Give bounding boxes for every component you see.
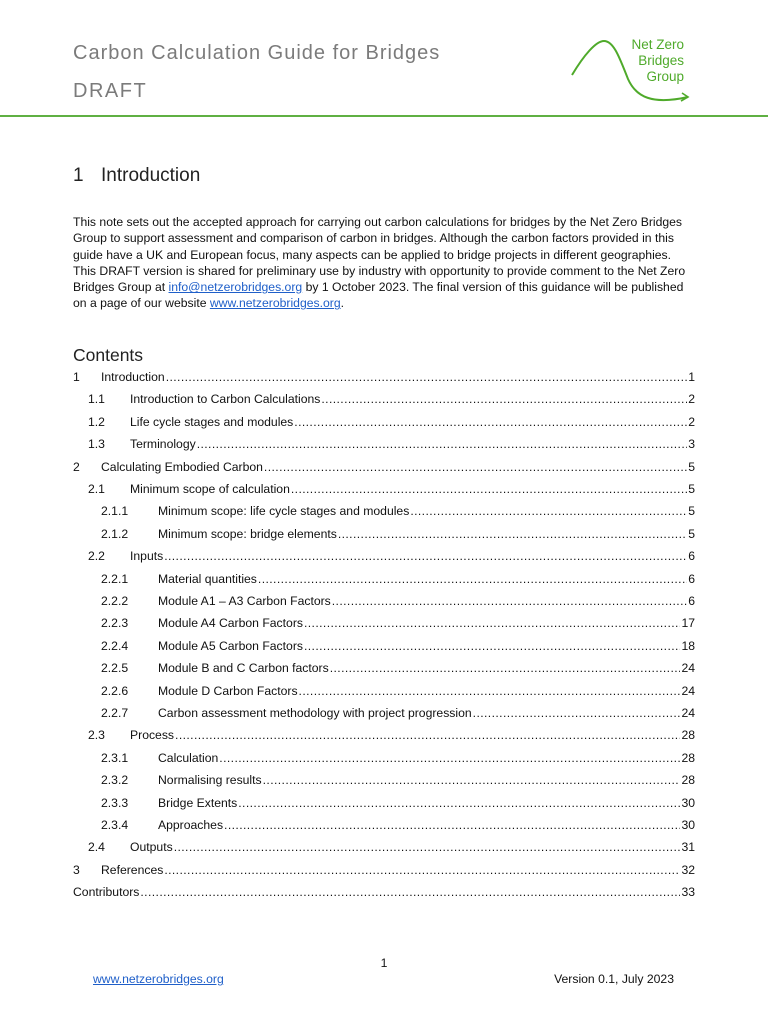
toc-entry-page: 2 [688, 414, 695, 429]
draft-label: DRAFT [73, 80, 148, 102]
toc-entry-page: 3 [688, 437, 695, 452]
toc-entry-page: 31 [681, 840, 695, 855]
net-zero-bridges-logo [570, 35, 690, 107]
toc-dot-leader [299, 684, 681, 699]
toc-entry-page: 28 [681, 750, 695, 765]
toc-dot-leader [164, 549, 687, 564]
toc-dot-leader [410, 504, 687, 519]
intro-paragraph-1: This note sets out the accepted approach for carrying out carbon calculations for bridges by the Net Zero Bridges Group to support assessment and comparison of carbon in bridges. Although the carbon factors provided in this guide have a UK and European focus, many aspects can be applied to bridge projects in different geographies. [73, 215, 683, 262]
toc-entry[interactable] [73, 368, 695, 385]
toc-dot-leader [330, 661, 681, 676]
toc-entry-number: 2.2.5 [101, 661, 129, 676]
toc-dot-leader [174, 840, 681, 855]
toc-entry-number: 2.3 [88, 728, 105, 743]
toc-dot-leader [321, 392, 687, 407]
toc-entry-title: Contributors [73, 885, 140, 900]
toc-entry-title: Inputs [130, 549, 164, 564]
toc-entry-page: 5 [688, 482, 695, 496]
toc-entry[interactable] [73, 749, 695, 766]
toc-entry-title: Calculating Embodied Carbon [101, 459, 263, 474]
logo-text-line1: Net Zero [631, 37, 684, 52]
toc-entry-page: 6 [688, 594, 695, 608]
toc-entry[interactable] [73, 704, 695, 721]
toc-entry-page: 24 [681, 706, 695, 720]
toc-entry-page: 30 [681, 818, 695, 832]
section-heading [73, 165, 200, 187]
section-number: 1 [73, 165, 84, 186]
toc-entry-number: 2.1.1 [101, 504, 129, 519]
toc-dot-leader [166, 370, 688, 385]
toc-entry[interactable] [73, 390, 695, 407]
toc-dot-leader [258, 572, 687, 587]
toc-entry-title: Life cycle stages and modules [130, 414, 294, 429]
toc-entry[interactable] [73, 458, 695, 475]
toc-entry-page: 18 [681, 638, 695, 653]
toc-entry-page: 2 [688, 392, 695, 407]
toc-entry[interactable] [73, 435, 695, 452]
toc-entry-title: Carbon assessment methodology with project progression [158, 706, 472, 720]
toc-entry-title: Minimum scope: bridge elements [158, 526, 337, 541]
toc-entry[interactable] [73, 816, 695, 833]
toc-entry-page: 5 [688, 504, 695, 519]
toc-entry-title: References [101, 862, 164, 877]
toc-entry-number: 2.3.1 [101, 750, 129, 765]
toc-dot-leader [291, 482, 687, 497]
document-title: Carbon Calculation Guide for Bridges [73, 42, 441, 64]
toc-entry-number: 2.2.2 [101, 594, 129, 608]
toc-dot-leader [238, 796, 680, 811]
toc-dot-leader [338, 527, 687, 542]
toc-entry[interactable] [73, 726, 695, 743]
toc-dot-leader [140, 885, 680, 900]
toc-entry-number: 1 [73, 370, 80, 384]
toc-entry-title: Bridge Extents [158, 795, 238, 810]
footer-website-link[interactable]: www.netzerobridges.org [93, 972, 224, 986]
email-link[interactable]: info@netzerobridges.org [168, 280, 303, 295]
toc-dot-leader [164, 863, 680, 878]
toc-entry-page: 6 [688, 571, 695, 586]
toc-entry-number: 2.3.2 [101, 773, 129, 788]
toc-entry[interactable] [73, 570, 695, 587]
toc-entry[interactable] [73, 682, 695, 699]
toc-entry-page: 28 [681, 773, 695, 788]
toc-entry[interactable] [73, 502, 695, 519]
intro-p2-mid: by 1 October 2023. The final version of this guidance will be published on a page of our website [73, 280, 684, 311]
toc-entry[interactable] [73, 637, 695, 654]
toc-entry-title: Approaches [158, 818, 224, 832]
toc-dot-leader [219, 751, 680, 766]
toc-entry[interactable] [73, 659, 695, 676]
toc-entry-title: Material quantities [158, 571, 257, 586]
toc-entry-title: Calculation [158, 750, 219, 765]
intro-p2-start: This DRAFT version is shared for preliminary use by industry with opportunity to provide comment to the Net Zero Bridges Group at [73, 263, 686, 295]
introduction-text [73, 214, 693, 312]
toc-dot-leader [473, 706, 681, 721]
toc-entry-title: Outputs [130, 840, 173, 855]
toc-entry[interactable] [73, 413, 695, 430]
toc-entry-page: 17 [681, 616, 695, 631]
toc-entry-title: Module B and C Carbon factors [158, 661, 329, 676]
toc-dot-leader [264, 460, 687, 475]
toc-entry-title: Introduction to Carbon Calculations [130, 392, 321, 407]
toc-dot-leader [304, 616, 680, 631]
toc-entry[interactable] [73, 838, 695, 855]
toc-entry[interactable] [73, 592, 695, 609]
toc-entry-title: Introduction [101, 370, 165, 384]
toc-entry-number: 2.2.3 [101, 616, 129, 631]
toc-entry-number: 2.3.4 [101, 818, 129, 832]
toc-entry-number: 2.2.6 [101, 683, 129, 698]
toc-entry-page: 1 [688, 370, 695, 384]
toc-entry-page: 28 [681, 728, 695, 743]
toc-dot-leader [304, 639, 680, 654]
toc-dot-leader [294, 415, 687, 430]
toc-entry-title: Minimum scope: life cycle stages and modules [158, 504, 410, 519]
toc-entry-title: Process [130, 728, 175, 743]
toc-entry-number: 1.2 [88, 414, 105, 429]
toc-dot-leader [197, 437, 688, 452]
toc-entry-number: 1.3 [88, 437, 105, 452]
toc-entry-title: Module D Carbon Factors [158, 683, 298, 698]
toc-entry-page: 5 [688, 526, 695, 541]
toc-entry[interactable] [73, 525, 695, 542]
toc-entry-title: Normalising results [158, 773, 262, 788]
page-number: 1 [380, 956, 388, 970]
toc-entry-page: 32 [681, 862, 695, 877]
contents-heading: Contents [73, 345, 144, 365]
logo-text-line3: Group [646, 69, 684, 84]
toc-entry-number: 2.1 [88, 482, 105, 496]
toc-entry-title: Terminology [130, 437, 196, 452]
footer-version: Version 0.1, July 2023 [554, 972, 674, 986]
toc-entry-number: 2.4 [88, 840, 105, 855]
toc-entry-page: 24 [681, 661, 695, 676]
toc-entry[interactable] [73, 771, 695, 788]
toc-entry-title: Module A1 – A3 Carbon Factors [158, 594, 331, 608]
toc-entry-number: 2.2.4 [101, 638, 129, 653]
toc-entry[interactable] [73, 480, 695, 497]
logo-text-line2: Bridges [638, 53, 684, 68]
header-divider [0, 115, 768, 117]
toc-entry-title: Module A4 Carbon Factors [158, 616, 303, 631]
toc-entry[interactable] [73, 547, 695, 564]
toc-entry-number: 2 [73, 459, 80, 474]
section-title: Introduction [101, 165, 201, 186]
intro-paragraph-2 [73, 263, 693, 312]
toc-dot-leader [263, 773, 681, 788]
toc-entry-title: Module A5 Carbon Factors [158, 638, 303, 653]
toc-entry-page: 33 [681, 885, 695, 900]
toc-entry-number: 2.2.7 [101, 706, 129, 720]
toc-entry-number: 2.3.3 [101, 795, 129, 810]
toc-entry-number: 2.1.2 [101, 526, 129, 541]
toc-entry[interactable] [73, 883, 695, 900]
toc-entry-title: Minimum scope of calculation [130, 482, 290, 496]
intro-p2-end: . [340, 296, 345, 311]
toc-dot-leader [332, 594, 687, 609]
toc-entry[interactable] [73, 614, 695, 631]
toc-entry-number: 2.2 [88, 549, 105, 564]
toc-entry-number: 1.1 [88, 392, 105, 407]
toc-dot-leader [175, 728, 680, 743]
toc-entry[interactable] [73, 861, 695, 878]
toc-entry-page: 30 [681, 795, 695, 810]
toc-entry-number: 3 [73, 862, 80, 877]
toc-entry[interactable] [73, 794, 695, 811]
toc-entry-page: 6 [688, 549, 695, 564]
toc-entry-page: 5 [688, 459, 695, 474]
website-link[interactable]: www.netzerobridges.org [209, 296, 341, 311]
toc-dot-leader [224, 818, 680, 833]
toc-entry-number: 2.2.1 [101, 571, 129, 586]
toc-entry-page: 24 [681, 683, 695, 698]
